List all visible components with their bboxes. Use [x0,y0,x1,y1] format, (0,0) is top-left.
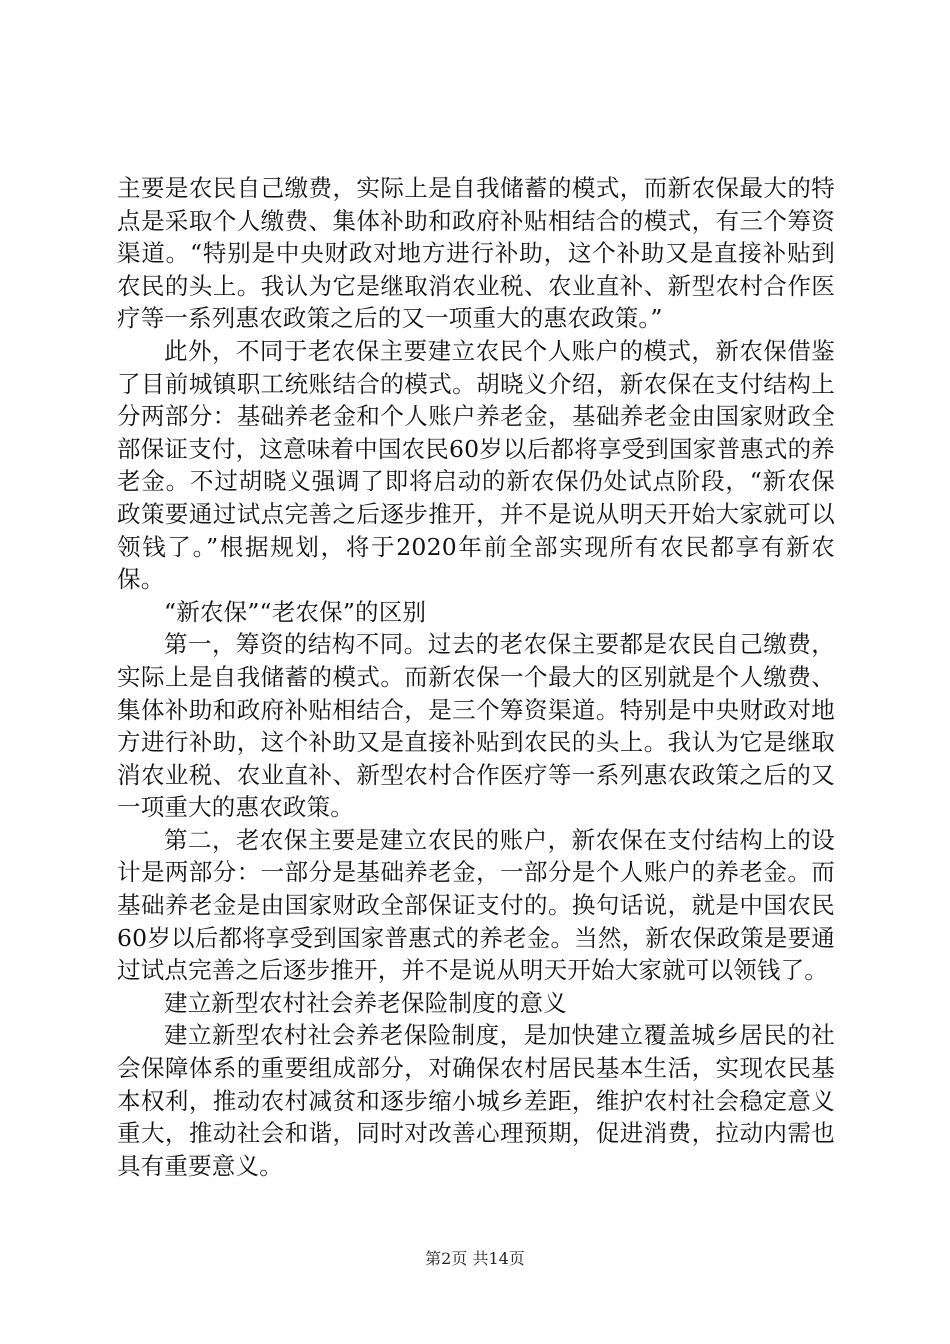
paragraph-5: 建立新型农村社会养老保险制度，是加快建立覆盖城乡居民的社会保障体系的重要组成部分，对确保农村居民基本生活，实现农民基本权利，推动农村减贫和逐步缩小城乡差距，维护农村社会稳定意义重大，推动社会和谐，同时对改善心理预期，促进消费，拉动内需也具有重要意义。 [117,1021,835,1180]
document-body [117,172,835,1182]
page-number-footer: 第2页 共14页 [425,1249,525,1268]
paragraph-2: 此外，不同于老农保主要建立农民个人账户的模式，新农保借鉴了目前城镇职工统账结合的模式。胡晓义介绍，新农保在支付结构上分两部分：基础养老金和个人账户养老金，基础养老金由国家财政全部保证支付，这意味着中国农民60岁以后都将享受到国家普惠式的养老金。不过胡晓义强调了即将启动的新农保仍处试点阶段，“新农保政策要通过试点完善之后逐步推开，并不是说从明天开始大家就可以领钱了。”根据规划，将于2020年前全部实现所有农民都享有新农保。 [117,336,835,594]
section-heading-significance: 建立新型农村社会养老保险制度的意义 [164,988,567,1017]
paragraph-1: 主要是农民自己缴费，实际上是自我储蓄的模式，而新农保最大的特点是采取个人缴费、集体补助和政府补贴相结合的模式，有三个筹资渠道。“特别是中央财政对地方进行补助，这个补助又是直接补贴到农民的头上。我认为它是继取消农业税、农业直补、新型农村合作医疗等一系列惠农政策之后的又一项重大的惠农政策。” [117,174,835,333]
section-heading-difference: “新农保”“老农保”的区别 [164,597,427,626]
paragraph-4: 第二，老农保主要是建立农民的账户，新农保在支付结构上的设计是两部分：一部分是基础养老金，一部分是个人账户的养老金。而基础养老金是由国家财政全部保证支付的。换句话说，就是中国农民60岁以后都将享受到国家普惠式的养老金。当然，新农保政策是要通过试点完善之后逐步推开，并不是说从明天开始大家就可以领钱了。 [117,825,835,985]
paragraph-3: 第一，筹资的结构不同。过去的老农保主要都是农民自己缴费，实际上是自我储蓄的模式。而新农保一个最大的区别就是个人缴费、集体补助和政府补贴相结合，是三个筹资渠道。特别是中央财政对地方进行补助，这个补助又是直接补贴到农民的头上。我认为它是继取消农业税、农业直补、新型农村合作医疗等一系列惠农政策之后的又一项重大的惠农政策。 [117,630,835,822]
